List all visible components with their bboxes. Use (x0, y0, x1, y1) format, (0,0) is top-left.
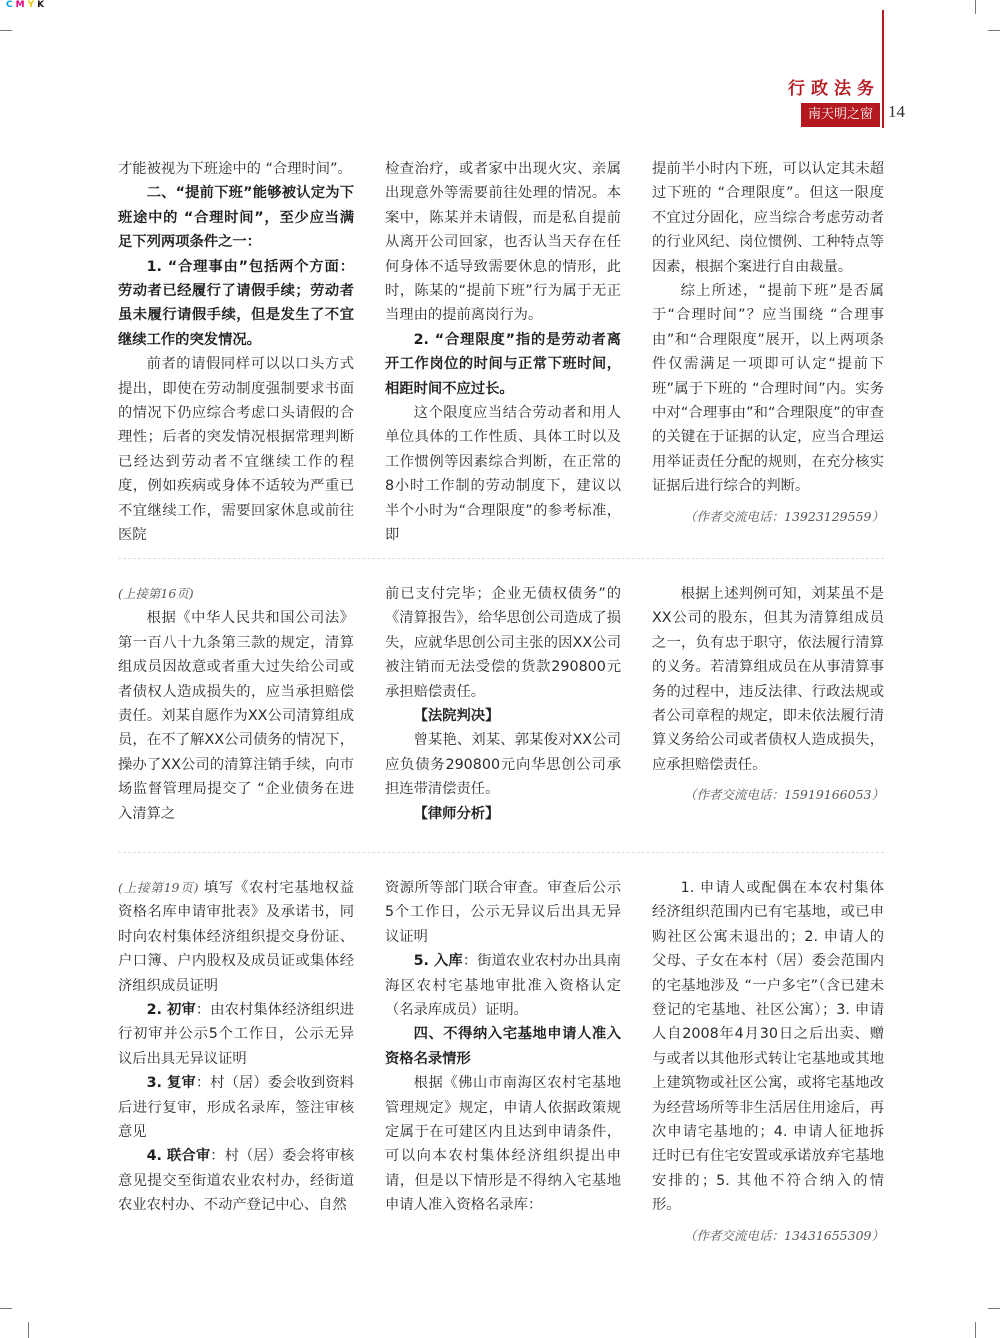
header-divider (882, 10, 884, 128)
article2-column-2 (385, 582, 621, 826)
column-badge: 南天明之窗 (801, 103, 880, 127)
article3-column-2 (385, 876, 621, 1218)
cmyk-k: K (37, 0, 46, 10)
step-label: 5. 入库 (413, 953, 463, 970)
paragraph (385, 949, 621, 1022)
crop-mark-top-right-h (988, 30, 1000, 31)
step-label: 4. 联合审 (146, 1148, 211, 1165)
paragraph: 前已支付完毕；企业无债权债务”的《清算报告》，给华思创公司造成了损失，应就华思创公司主张的因XX公司被注销而无法受偿的货款290800元承担赔偿责任。 (385, 586, 621, 700)
step-label: 3. 复审 (146, 1075, 196, 1092)
paragraph: 检查治疗，或者家中出现火灾、亲属出现意外等需要前往处理的情况。本案中，陈某并未请假，而是私自提前从离开公司回家，也否认当天存在任何身体不适导致需要休息的情形，此时，陈某的“提前下班”行为属于无正当理由的提前离岗行为。 (385, 161, 621, 324)
step-text: ：街道农业农村办出具南海区农村宅基地审批准入资格认定（名录库成员）证明。 (385, 953, 622, 1019)
paragraph (118, 998, 354, 1071)
paragraph: 根据《佛山市南海区农村宅基地管理规定》规定，申请人依据政策规定属于在可建区内且达到申请条件，可以向本农村集体经济组织提出申请，但是以下情形是不得纳入宅基地申请人准入资格名录库： (385, 1075, 621, 1214)
paragraph: 这个限度应当结合劳动者和用人单位具体的工作性质、具体工时以及工作惯例等因素综合判断，在正常的8小时工作制的劳动制度下，建议以半个小时为“合理限度”的参考标准，即 (385, 405, 621, 544)
cmyk-y: Y (27, 0, 36, 10)
crop-mark-bottom-left (0, 1308, 12, 1309)
article3-column-1 (118, 876, 354, 1218)
paragraph: 根据《中华人民共和国公司法》第一百八十九条第三款的规定，清算组成员因故意或者重大过失给公司或者债权人造成损失的，应当承担赔偿责任。刘某自愿作为XX公司清算组成员，在不了解XX公司债务的情况下，操办了XX公司的清算注销手续，向市场监督管理局提交了 “企业债务在进入清算之 (118, 610, 354, 822)
step-label: 2. 初审 (146, 1002, 196, 1019)
paragraph: 提前半小时内下班，可以认定其未超过下班的 “合理限度”。但这一限度不宜过分固化，应当综合考虑劳动者的行业风纪、岗位惯例、工种特点等因素，根据个案进行自由裁量。 (652, 161, 884, 275)
paragraph: 1. 申请人或配偶在本农村集体经济组织范围内已有宅基地，或已申购社区公寓未退出的；2. 申请人的父母、子女在本村（居）委会范围内的宅基地涉及 “一户多宅”（含已建未登记的宅基地、社区公寓）；3. 申请人自2008年4月30日之后出卖、赠与或者以其他形式转让宅基地或其地上建筑物或社区公寓，或将宅基地改为经营场所等非生活居住用途后，再次申请宅基地的；4. 申请人征地拆迁时已有住宅安置或承诺放弃宅基地安排的；5. 其他不符合纳入的情形。 (652, 880, 884, 1214)
section-title: 行政法务 (788, 79, 880, 99)
article2-column-3 (652, 582, 884, 808)
article1-column-2 (385, 157, 621, 548)
crop-mark-bottom-right-h (988, 1308, 1000, 1309)
page-number: 14 (888, 102, 905, 121)
continued-from-note: (上接第19页) (118, 880, 199, 895)
article3-column-3 (652, 876, 884, 1248)
cmyk-m: M (15, 0, 26, 10)
article1-column-3 (652, 157, 884, 529)
crop-mark-bottom-left-v (28, 1322, 29, 1338)
paragraph (118, 1144, 354, 1217)
step-text: ：由农村集体经济组织进行初审并公示5个工作日，公示无异议后出具无异议证明 (118, 1002, 355, 1067)
article2-column-1 (118, 582, 354, 826)
paragraph (118, 876, 354, 998)
section-heading: 四、不得纳入宅基地申请人准入资格名录情形 (385, 1026, 621, 1067)
paragraph (118, 1071, 354, 1144)
crop-mark-top-right-v (975, 0, 976, 14)
section-heading: 【律师分析】 (413, 805, 500, 822)
cmyk-c: C (6, 0, 14, 10)
step-text: ：村（居）委会将审核意见提交至街道农业农村办，经街道农业农村办、不动产登记中心、自然 (118, 1148, 355, 1214)
paragraph: 1. “合理事由”包括两个方面：劳动者已经履行了请假手续；劳动者虽未履行请假手续，但是发生了不宜继续工作的突发情况。 (118, 258, 354, 348)
article-separator (118, 558, 884, 560)
continued-from-note: (上接第16页) (118, 586, 194, 601)
paragraph: 前者的请假同样可以以口头方式提出，即使在劳动制度强制要求书面的情况下仍应综合考虑口头请假的合理性；后者的突发情况根据常理判断已经达到劳动者不宜继续工作的程度，例如疾病或身体不适较为严重已不宜继续工作，需要回家休息或前往医院 (118, 356, 354, 544)
author-phone: （作者交流电话：15919166053） (684, 787, 884, 803)
section-heading: 【法院判决】 (413, 708, 500, 725)
step-text: ：村（居）委会收到资料后进行复审，形成名录库，签注审核意见 (118, 1075, 355, 1141)
crop-mark-top-left (0, 30, 12, 31)
article1-column-1 (118, 157, 354, 548)
author-phone: （作者交流电话：13923129559） (684, 508, 884, 524)
paragraph: 曾某艳、刘某、郭某俊对XX公司应负债务290800元向华思创公司承担连带清偿责任。 (385, 732, 621, 798)
crop-mark-bottom-right-v (975, 1322, 976, 1338)
paragraph: 综上所述，“提前下班”是否属于“合理时间”？应当围绕 “合理事由”和“合理限度”展开，以上两项条件仅需满足一项即可认定“提前下班”属于下班的 “合理时间”内。实务中对“合理事由”和“合理限度”的审查的关键在于证据的认定，应当合理运用举证责任分配的规则，在充分核实证据后进行综合的判断。 (652, 283, 884, 495)
section-heading: 二、“提前下班”能够被认定为下班途中的 “合理时间”，至少应当满足下列两项条件之一： (118, 185, 354, 251)
author-phone: （作者交流电话：13431655309） (684, 1227, 884, 1243)
paragraph-text: 填写《农村宅基地权益资格名库申请审批表》及承诺书，同时向农村集体经济组织提交身份证、户口簿、户内股权及成员证或集体经济组织成员证明 (118, 880, 355, 994)
paragraph: 才能被视为下班途中的 “合理时间”。 (118, 161, 352, 177)
article-separator (118, 852, 884, 854)
paragraph: 资源所等部门联合审查。审查后公示5个工作日，公示无异议后出具无异议证明 (385, 880, 621, 945)
paragraph: 根据上述判例可知，刘某虽不是XX公司的股东，但其为清算组成员之一，负有忠于职守，依法履行清算的义务。若清算组成员在从事清算事务的过程中，违反法律、行政法规或者公司章程的规定，即未依法履行清算义务给公司或者债权人造成损失，应承担赔偿责任。 (652, 586, 884, 773)
section-heading: 2. “合理限度”指的是劳动者离开工作岗位的时间与正常下班时间，相距时间不应过长。 (385, 331, 621, 397)
cmyk-print-mark (5, 0, 46, 11)
